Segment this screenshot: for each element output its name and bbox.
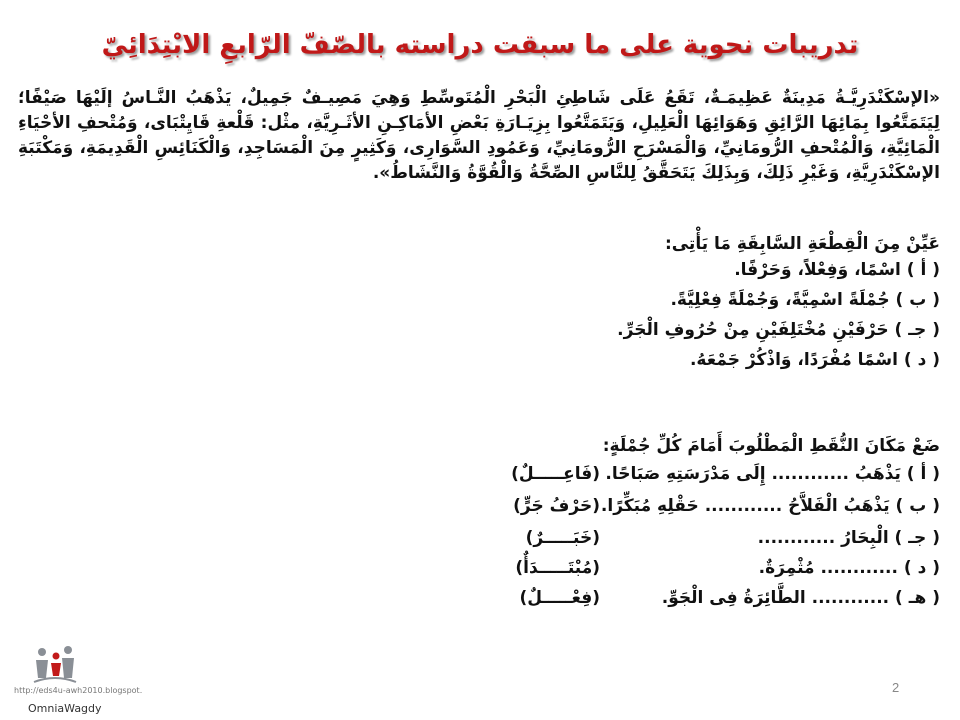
reading-passage: «الإسْكَنْدَرِيَّـةُ مَدِينَةٌ عَظِيمَـةٌ، تَقَعُ عَلَى شَاطِئِ الْبَحْرِ الْمُتَوسِّطِ وَهِيَ مَصِيـفٌ جَمِيلٌ، يَذْهَبُ النَّـاسُ إلَيْهَا صَيْفًا؛ لِيَتَمَتَّعُوا بِمَائِهَا الرَّائِقِ وَهَوَائِهَا الْعَلِيلِ، وَيَتَمَتَّعُوا بِزِيَـارَةِ بَعْضِ الأمَاكِـنِ الأثَـرِيَّةِ، مثْل: قَلْعةِ قَايِتْبَاى، وَمُتْحفِ الأحْيَاءِ الْمَائِيَّةِ، وَالْمُتْحفِ الرُّومَانِيِّ، وَالْمَسْرَحِ الرُّومَانِيِّ، وَعَمُودِ السَّوَارِى، وَكَثِيرٍ مِنَ الْمَسَاجِدِ، وَالْكَنَائِسِ الْقَدِيمَةِ، وَمَكْتَبَةِ الإسْكَنْدَرِيَّةِ، وَغَيْرِ ذَلِكَ، وَبِذَلِكَ يَتَحَقَّقُ لِلنَّاسِ الصِّحَّةُ وَالْقُوَّةُ وَالنَّشَاطُ». [18,88,940,183]
fill-in-answer-hint: (فَاعِـــــلٌ) [511,464,600,484]
exercise1-item: ( ب ) جُمْلَةً اسْمِيَّةً، وَجُمْلَةً فِعْلِيَّةً. [670,290,940,310]
slide-title: تدريبات نحوية على ما سبقت دراسته بالصّفّ الرّابعِ الابْتِدَائِيّ [101,30,859,60]
fill-in-sentence: ( جـ ) الْبِحَارُ ............ [757,528,940,548]
fill-in-answer-hint: (فِعْـــــلٌ) [519,588,600,608]
fill-in-row [40,528,940,554]
fill-in-sentence: ( هـ ) ............ الطَّائِرَةُ فِى الْجَوِّ. [661,588,940,608]
exercise1-heading: عَيِّنْ مِنَ الْقِطْعَةِ السَّابِقَةِ مَا يَأْتِى: [664,234,940,254]
exercise1-item: ( جـ ) حَرْفَيْنِ مُخْتَلِفَيْنِ مِنْ حُرُوفِ الْجَرِّ. [617,320,940,340]
fill-in-answer-hint: (خَبَـــــرٌ) [525,528,600,548]
exercise2-heading: ضَعْ مَكَانَ النُّقَطِ الْمَطْلُوبَ أَمَامَ كُلِّ جُمْلَةٍ: [602,436,940,456]
fill-in-row [40,588,940,614]
fill-in-row [40,558,940,584]
fill-in-answer-hint: (مُبْتَـــــدَأٌ) [515,558,600,578]
fill-in-answer-hint: (حَرْفُ جَرٍّ) [513,496,600,516]
footer-author: OmniaWagdy [28,702,102,715]
family-logo-icon [32,644,78,692]
fill-in-row [40,496,940,522]
fill-in-sentence: ( أ ) يَذْهَبُ ............ إِلَى مَدْرَسَتِهِ صَبَاحًا. [605,464,940,484]
footer-url[interactable]: http://eds4u-awh2010.blogspot. [14,686,143,695]
fill-in-row [40,464,940,490]
fill-in-sentence: ( د ) ............ مُثْمِرَةٌ. [758,558,940,578]
fill-in-sentence: ( ب ) يَذْهَبُ الْفَلاَّحُ ............ حَقْلِهِ مُبَكِّرًا. [600,496,940,516]
page-number: 2 [892,680,900,695]
exercise1-item: ( أ ) اسْمًا، وَفِعْلاً، وَحَرْفًا. [734,260,940,280]
exercise1-item: ( د ) اسْمًا مُفْرَدًا، وَاذْكُرْ جَمْعَهُ. [689,350,940,370]
